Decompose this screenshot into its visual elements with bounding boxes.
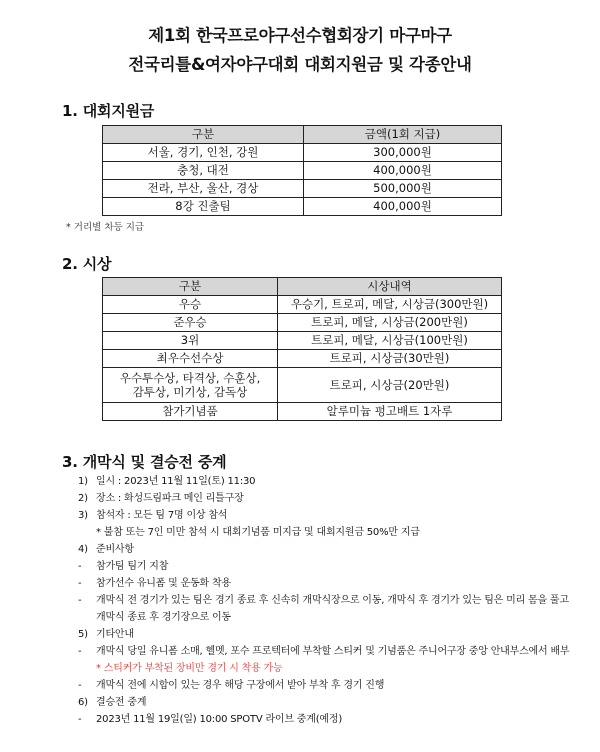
list-text: 개막식 전 경기가 있는 팀은 경기 종료 후 신속히 개막식장으로 이동, 개막식 후 경기가 있는 팀은 미리 몸을 풀고 개막식 종료 후 경기장으로 이동: [96, 595, 569, 623]
table-cell: [103, 368, 278, 403]
table-cell: 전라, 부산, 울산, 경상: [103, 180, 304, 198]
table-cell: 최우수선수상: [103, 350, 278, 368]
table-row: [103, 180, 502, 198]
title-line-2: 전국리틀&여자야구대회 대회지원금 및 각종안내: [128, 55, 472, 74]
list-text: * 불참 또는 7인 미만 참석 시 대회기념품 미지급 및 대회지원금 50%만 지급: [96, 527, 420, 538]
cell-line: 감투상, 미기상, 감독상: [132, 385, 248, 399]
cell-line: 우수투수상, 타격상, 수훈상,: [119, 370, 261, 385]
list-item: [78, 575, 578, 592]
table-cell: 트로피, 시상금(20만원): [278, 368, 502, 403]
list-text: 개막식 당일 유니폼 소매, 헬멧, 포수 프로텍터에 부착할 스티커 및 기념품은 주니어구장 중앙 안내부스에서 배부: [96, 646, 570, 657]
list-marker: -: [78, 595, 82, 606]
list-item: [78, 592, 578, 626]
support-fund-table: [102, 125, 502, 216]
list-item: [78, 524, 578, 541]
table-cell: 서울, 경기, 인천, 강원: [103, 144, 304, 162]
list-text: * 스티커가 부착된 장비만 경기 시 착용 가능: [96, 663, 283, 674]
ceremony-info-list: [78, 473, 578, 728]
title-line-1: 제1회 한국프로야구선수협회장기 마구마구: [148, 26, 452, 45]
list-text: 준비사항: [96, 544, 134, 555]
table-row: [103, 350, 502, 368]
list-marker: 6): [78, 697, 88, 708]
list-marker: -: [78, 578, 82, 589]
table-cell: 500,000원: [304, 180, 502, 198]
section-3-heading: 3. 개막식 및 결승전 중계: [62, 453, 227, 471]
list-text: 참가팀 팀기 지참: [96, 561, 169, 572]
list-marker: 2): [78, 493, 88, 504]
table-cell: 준우승: [103, 314, 278, 332]
list-item: [78, 558, 578, 575]
list-text: 참석자 : 모든 팀 7명 이상 참석: [96, 510, 228, 521]
list-text: 기타안내: [96, 629, 134, 640]
table-cell: 8강 진출팀: [103, 198, 304, 216]
table-cell: 트로피, 시상금(30만원): [278, 350, 502, 368]
list-item: [78, 643, 578, 660]
table-cell: 알루미늄 펑고배트 1자루: [278, 403, 502, 421]
list-text: 2023년 11월 19일(일) 10:00 SPOTV 라이브 중계(예정): [96, 714, 343, 725]
list-text: 참가선수 유니폼 및 운동화 착용: [96, 578, 231, 589]
list-text: 장소 : 화성드림파크 메인 리틀구장: [96, 493, 244, 504]
list-item: [78, 711, 578, 728]
list-text: 일시 : 2023년 11월 11일(토) 11:30: [96, 476, 256, 487]
table-cell: 트로피, 메달, 시상금(200만원): [278, 314, 502, 332]
list-text: 개막식 전에 시합이 있는 경우 해당 구장에서 받아 부착 후 경기 진행: [96, 680, 385, 691]
table-cell: 3위: [103, 332, 278, 350]
column-header: 시상내역: [278, 278, 502, 296]
list-marker: -: [78, 680, 82, 691]
sticker-warning: [78, 660, 578, 677]
section-2-heading: 2. 시상: [62, 255, 112, 273]
list-marker: 3): [78, 510, 88, 521]
distance-note: * 거리별 차등 지급: [66, 222, 145, 233]
table-cell: 우승: [103, 296, 278, 314]
table-cell: 참가기념품: [103, 403, 278, 421]
column-header: 금액(1회 지급): [304, 126, 502, 144]
list-marker: -: [78, 646, 82, 657]
table-row: [103, 368, 502, 403]
table-cell: 400,000원: [304, 198, 502, 216]
list-item: [78, 541, 578, 558]
list-item: [78, 626, 578, 643]
awards-table: [102, 277, 502, 421]
list-marker: 4): [78, 544, 88, 555]
table-row: [103, 162, 502, 180]
table-row: [103, 296, 502, 314]
list-item: [78, 677, 578, 694]
section-1-heading: 1. 대회지원금: [62, 102, 155, 120]
table-row: [103, 198, 502, 216]
list-item: [78, 694, 578, 711]
table-row: [103, 314, 502, 332]
list-marker: -: [78, 714, 82, 725]
table-row: [103, 144, 502, 162]
table-cell: 트로피, 메달, 시상금(100만원): [278, 332, 502, 350]
list-marker: 5): [78, 629, 88, 640]
list-text: 결승전 중계: [96, 697, 147, 708]
table-cell: 400,000원: [304, 162, 502, 180]
list-item: [78, 490, 578, 507]
table-cell: 우승기, 트로피, 메달, 시상금(300만원): [278, 296, 502, 314]
table-header-row: [103, 278, 502, 296]
table-cell: 충청, 대전: [103, 162, 304, 180]
list-marker: -: [78, 561, 82, 572]
table-row: [103, 403, 502, 421]
list-marker: 1): [78, 476, 88, 487]
column-header: 구분: [103, 278, 278, 296]
table-row: [103, 332, 502, 350]
list-item: [78, 473, 578, 490]
column-header: 구분: [103, 126, 304, 144]
table-header-row: [103, 126, 502, 144]
list-item: [78, 507, 578, 524]
table-cell: 300,000원: [304, 144, 502, 162]
